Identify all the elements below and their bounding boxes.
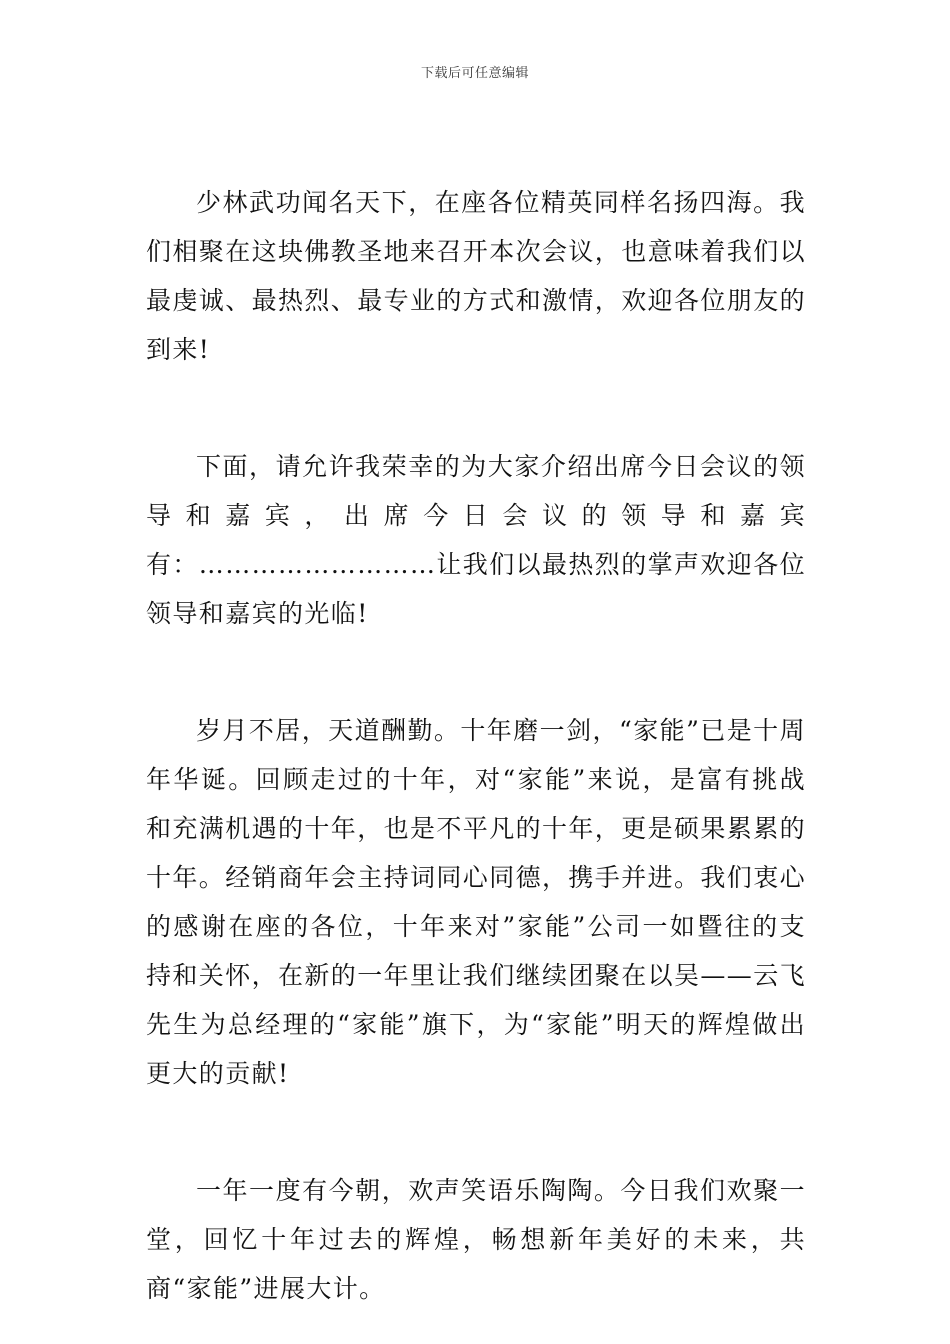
paragraph-2: 下面，请允许我荣幸的为大家介绍出席今日会议的领导和嘉宾，出席今日会议的领导和嘉宾有：………………………让我们以最热烈的掌声欢迎各位领导和嘉宾的光临! — [146, 452, 807, 628]
document-body — [146, 178, 806, 1313]
page-header-note: 下载后可任意编辑 — [420, 66, 529, 81]
paragraph-4: 一年一度有今朝，欢声笑语乐陶陶。今日我们欢聚一堂，回忆十年过去的辉煌，畅想新年美好的未来，共商“家能”进展大计。 — [146, 1176, 806, 1303]
paragraph-1: 少林武功闻名天下，在座各位精英同样名扬四海。我们相聚在这块佛教圣地来召开本次会议，也意味着我们以最虔诚、最热烈、最专业的方式和激情，欢迎各位朋友的到来! — [146, 188, 807, 364]
paragraph-3: 岁月不居，天道酬勤。十年磨一剑，“家能”已是十周年华诞。回顾走过的十年，对“家能”来说，是富有挑战和充满机遇的十年，也是不平凡的十年，更是硕果累累的十年。经销商年会主持词同心同德，携手并进。我们衷心的感谢在座的各位，十年来对”家能”公司一如暨往的支持和关怀，在新的一年里让我们继续团聚在以吴——云飞先生为总经理的“家能”旗下，为“家能”明天的辉煌做出更大的贡献! — [146, 716, 807, 1088]
